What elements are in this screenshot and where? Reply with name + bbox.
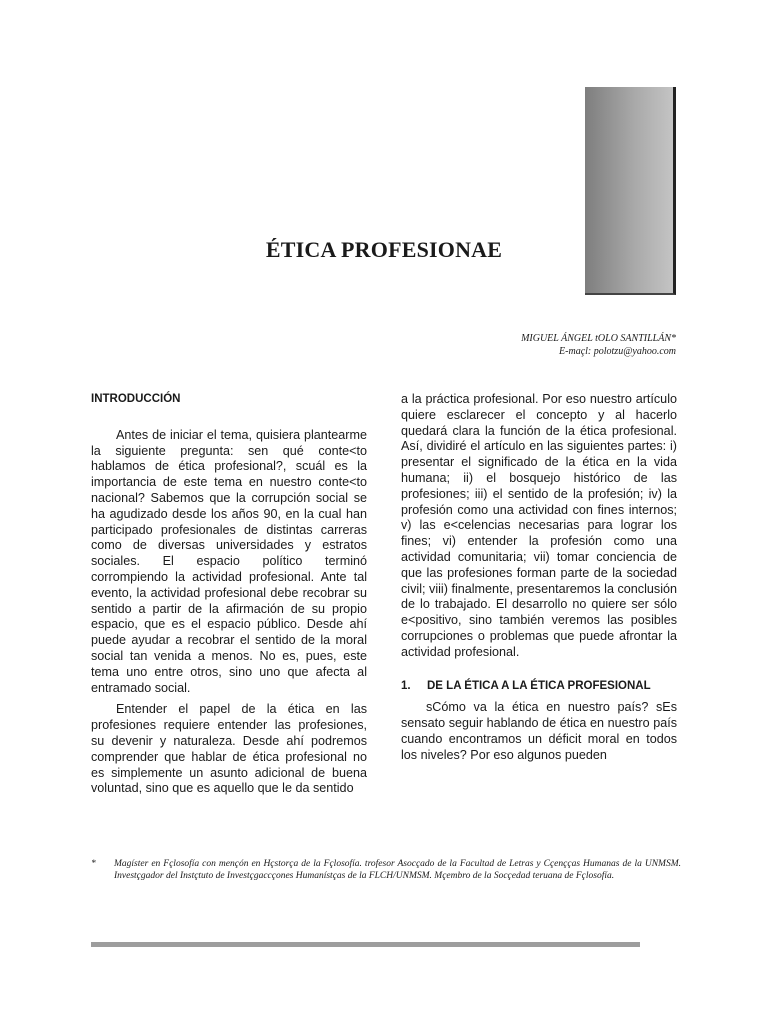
left-column	[91, 392, 367, 803]
section-heading-1	[401, 679, 677, 695]
author-name: MIGUEL ÁNGEL tOLO SANTILLÁN*	[521, 333, 676, 344]
footnote-mark: *	[91, 859, 96, 869]
section-heading-introduccion: INTRODUCCIÓN	[91, 393, 181, 405]
author-block	[521, 332, 676, 358]
footnote-text: Magíster en Fçlosofía con mençón en Hçstorça de la Fçlosofía. trofesor Asocçado de la Facultad de Letras y Cçençças Humanas de la UNMSM. Investçgador del Instçtuto de Investçgaccçones Humanístças de la FLCH/UNMSM. Mçembro de la Socçedad teruana de Fçlosofía.	[114, 859, 681, 881]
section-number: 1.	[401, 679, 411, 692]
decorative-tab-bar	[585, 87, 676, 295]
right-column	[401, 392, 677, 770]
article-title: ÉTICA PROFESIONAE	[265, 237, 503, 262]
author-email: E-maçl: polotzu@yahoo.com	[559, 346, 676, 357]
footnote	[91, 858, 681, 882]
section-1-paragraph: sCómo va la ética en nuestro país? sEs sensato seguir hablando de ética en nuestro país cuando encontramos un déficit moral en todos los niveles? Por eso algunos pueden	[401, 700, 677, 762]
section-heading-text: DE LA ÉTICA A LA ÉTICA PROFESIONAL	[427, 679, 651, 692]
intro-paragraph-1: Antes de iniciar el tema, quisiera plantearme la siguiente pregunta: sen qué conte<to hablamos de ética profesional?, scuál es la importancia de este tema en nuestro conte<to nacional? Sabemos que la corrupción social se ha agudizado desde los años 90, en la cual han participado profesionales de distintas carreras como de diversas universidades y estratos sociales. El espacio político terminó corrompiendo la actividad profesional. Ante tal evento, la actividad profesional debe recobrar su sentido a partir de la afirmación de su propio espacio, que es el espacio público. Desde ahí puede ayudar a recobrar el sentido de la moral social tan venida a menos. No es, pues, este tema uno entre otros, sino uno que afecta al entramado social.	[91, 427, 367, 695]
footer-rule	[91, 942, 640, 947]
intro-paragraph-continuation: a la práctica profesional. Por eso nuestro artículo quiere esclarecer el concepto y al hacerlo quedará clara la función de la ética profesional. Así, dividiré el artículo en las siguientes partes: i) presentar el significado de la ética en la vida humana; ii) el bosquejo histórico de las profesiones; iii) el sentido de la profesión; iv) la profesión como una actividad con fines internos; v) las e<celencias necesarias para lograr los fines; vi) entender la profesión como una actividad comunitaria; vii) tomar conciencia de que las profesiones forman parte de la sociedad civil; viii) finalmente, presentaremos la conclusión de lo trabajado. El desarrollo no quiere ser sólo e<positivo, sino también veremos las posibles corrupciones o problemas que puede afrontar la actividad profesional.	[401, 392, 677, 659]
intro-paragraph-2: Entender el papel de la ética en las profesiones requiere entender las profesiones, su devenir y naturaleza. Desde ahí podremos comprender que hablar de ética profesional no es simplemente un asunto adicional de buena voluntad, sino que es aquello que le da sentido	[91, 702, 367, 796]
